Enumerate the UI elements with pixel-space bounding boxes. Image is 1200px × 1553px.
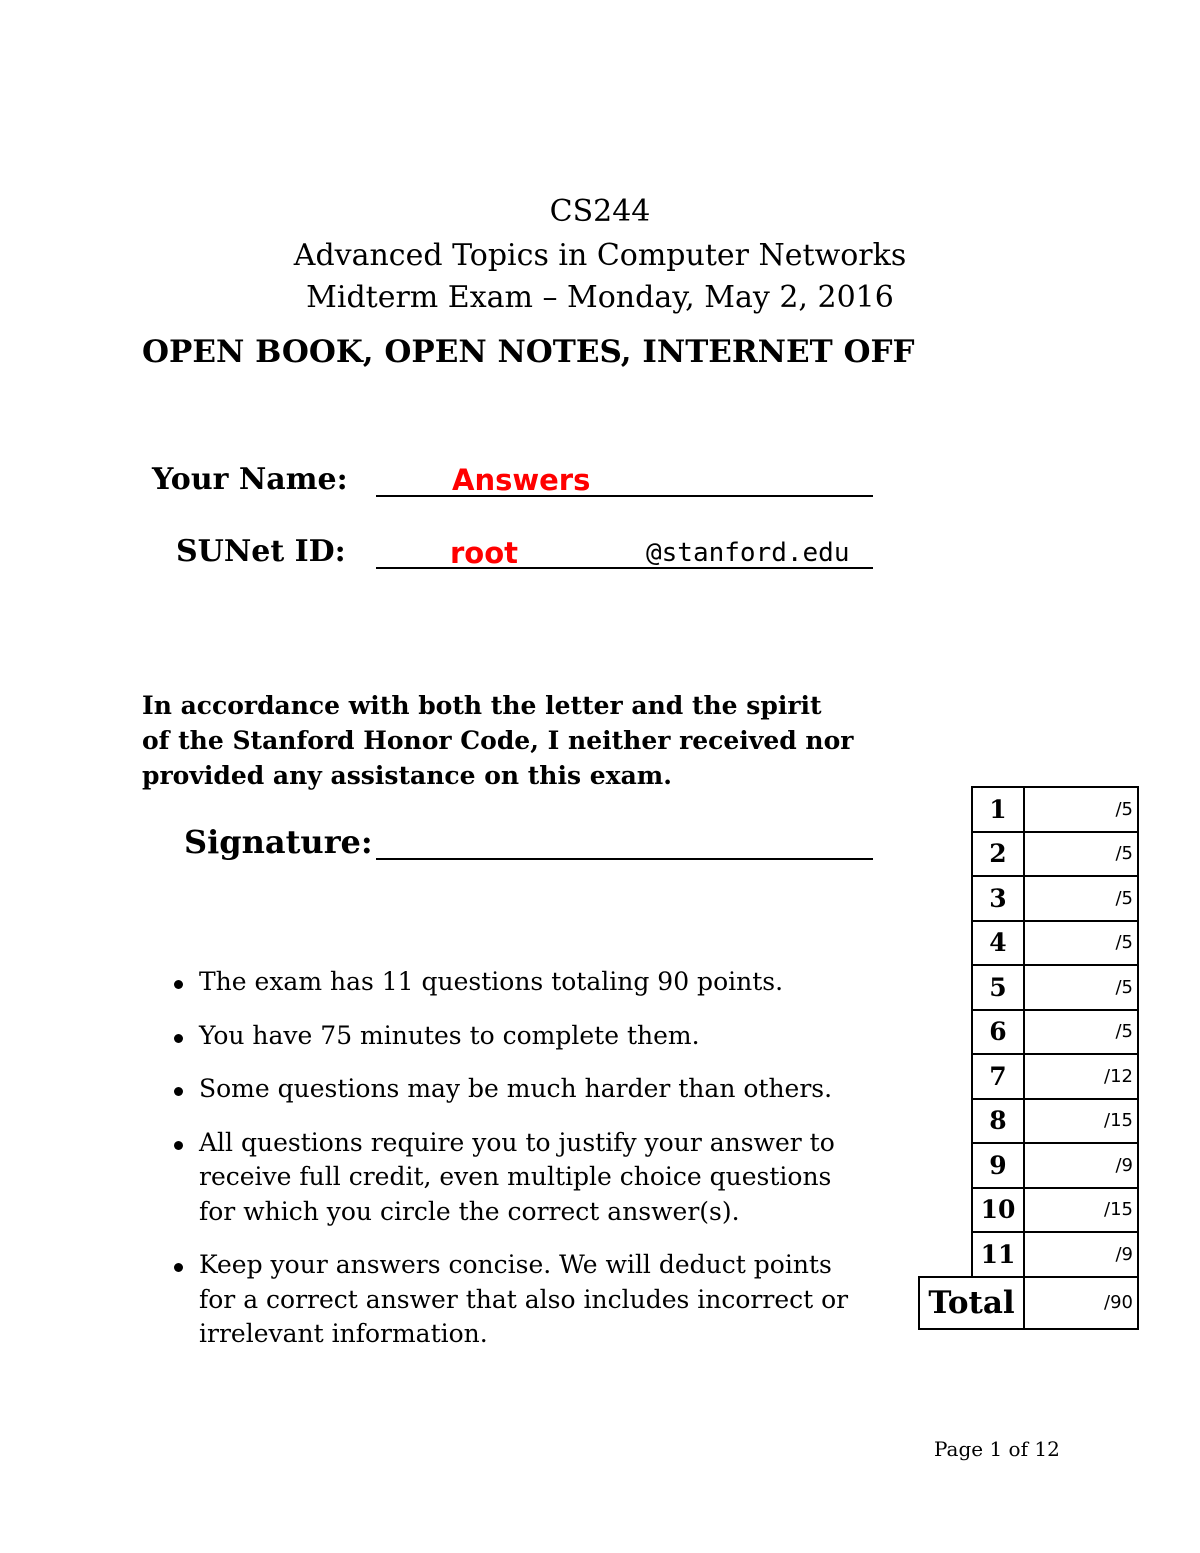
score-row	[919, 1143, 1138, 1188]
question-number: 7	[972, 1054, 1024, 1099]
question-number: 3	[972, 876, 1024, 921]
question-number: 1	[972, 787, 1024, 832]
instruction-item: All questions require you to justify your answer to receive full credit, even multiple choice questions for which you circle the correct answer(s).	[170, 1126, 870, 1230]
question-number: 11	[972, 1232, 1024, 1277]
total-label: Total	[919, 1277, 1024, 1329]
honor-code-line: of the Stanford Honor Code, I neither received nor	[142, 726, 854, 755]
signature-label: Signature:	[184, 823, 373, 861]
instruction-item: Keep your answers concise. We will deduct points for a correct answer that also includes incorrect or irrelevant information.	[170, 1248, 870, 1352]
score-row	[919, 787, 1138, 832]
instruction-item: The exam has 11 questions totaling 90 points.	[170, 965, 870, 1000]
question-number: 2	[972, 832, 1024, 877]
instruction-item: Some questions may be much harder than others.	[170, 1072, 870, 1107]
score-row	[919, 1054, 1138, 1099]
question-points: /5	[1024, 787, 1138, 832]
page-number: Page 1 of 12	[934, 1437, 1060, 1461]
score-table	[918, 786, 1139, 1330]
question-points: /9	[1024, 1232, 1138, 1277]
score-row	[919, 1188, 1138, 1233]
exam-policy: OPEN BOOK, OPEN NOTES, INTERNET OFF	[142, 334, 915, 370]
question-number: 6	[972, 1010, 1024, 1055]
score-row	[919, 965, 1138, 1010]
total-row	[919, 1277, 1138, 1329]
name-label: Your Name:	[152, 462, 348, 497]
question-points: /12	[1024, 1054, 1138, 1099]
question-points: /5	[1024, 832, 1138, 877]
question-points: /5	[1024, 1010, 1138, 1055]
name-value: Answers	[452, 463, 591, 497]
question-number: 10	[972, 1188, 1024, 1233]
question-points: /15	[1024, 1188, 1138, 1233]
question-number: 9	[972, 1143, 1024, 1188]
exam-title: Midterm Exam – Monday, May 2, 2016	[306, 280, 894, 315]
instructions-list	[170, 965, 870, 1371]
name-field[interactable]	[376, 495, 873, 497]
question-points: /9	[1024, 1143, 1138, 1188]
sunet-id-value: root	[450, 536, 519, 570]
course-title: Advanced Topics in Computer Networks	[293, 238, 907, 273]
honor-code-statement	[142, 688, 902, 793]
honor-code-line: In accordance with both the letter and the spirit	[142, 691, 822, 720]
score-row	[919, 1099, 1138, 1144]
score-row	[919, 876, 1138, 921]
question-points: /15	[1024, 1099, 1138, 1144]
instruction-item: You have 75 minutes to complete them.	[170, 1019, 870, 1054]
course-code: CS244	[549, 194, 651, 229]
question-number: 8	[972, 1099, 1024, 1144]
question-points: /5	[1024, 921, 1138, 966]
total-points: /90	[1024, 1277, 1138, 1329]
email-domain-suffix: @stanford.edu	[646, 538, 850, 568]
score-row	[919, 1010, 1138, 1055]
honor-code-line: provided any assistance on this exam.	[142, 761, 672, 790]
question-points: /5	[1024, 965, 1138, 1010]
sunet-id-label: SUNet ID:	[176, 534, 346, 569]
question-number: 4	[972, 921, 1024, 966]
score-row	[919, 832, 1138, 877]
question-points: /5	[1024, 876, 1138, 921]
score-row	[919, 921, 1138, 966]
question-number: 5	[972, 965, 1024, 1010]
signature-field[interactable]	[376, 858, 873, 860]
score-row	[919, 1232, 1138, 1277]
